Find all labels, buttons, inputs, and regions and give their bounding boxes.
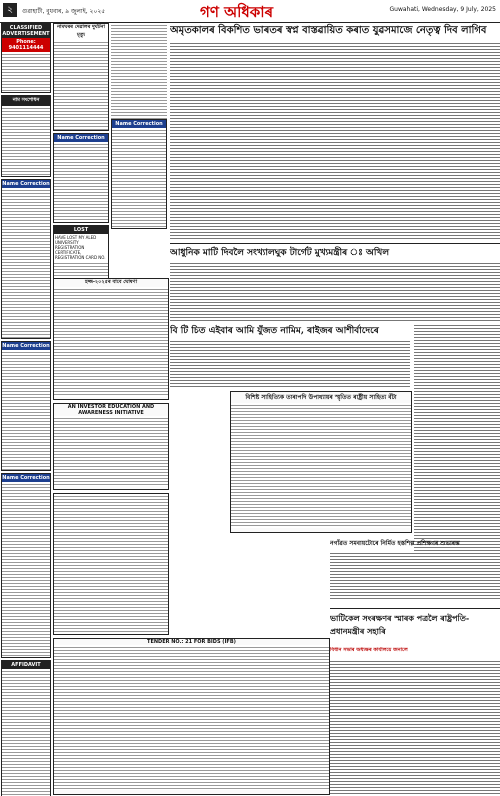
name-change-title: Name Correction [2, 475, 50, 481]
name-change-title: Name Correction [2, 343, 50, 349]
name-change-title: নাম সংশোধন [2, 96, 50, 106]
notice-box [53, 23, 109, 131]
second-body [170, 261, 500, 321]
right-body [414, 323, 500, 573]
investor-notice [53, 403, 169, 490]
name-correction-title: Name Correction [54, 134, 108, 142]
name-change-box-2 [1, 179, 51, 339]
classified-phone: Phone: 9401114444 [2, 38, 50, 52]
hajj-heading: হজ্জ-২০২৫ৰ বাবে ঘোষণা [84, 279, 138, 285]
bottom-subhead: বিধান সভাৰ অধ্যক্ষৰ কাৰ্যালয়ে জনালে [330, 647, 408, 653]
name-change-box-4 [1, 473, 51, 658]
lead-headline: অমৃতকালৰ বিকশিত ভাৰতৰ স্বপ্ন বাস্তৱায়িত কৰাত যুৱসমাজে নেতৃত্ব দিব লাগিব [170, 25, 487, 36]
tender-heading: TENDER NO.: 21 FOR BIDS (IFB) [147, 639, 236, 645]
third-body [170, 339, 410, 389]
date-left: গুৱাহাটী, বুধবাৰ, ৯ জুলাই, ২০২৫ [22, 8, 106, 15]
hajj-notice [53, 278, 169, 400]
date-right: Guwahati, Wednesday, 9 July, 2025 [389, 6, 496, 13]
classified-title: CLASSIFIED ADVERTISEMENT [2, 25, 50, 37]
masthead: গণ অধিকাৰ [200, 3, 274, 21]
second-headline: আধুনিক মাটি দিবলৈ সংখ্যালঘুক টাৰ্গেট মুখ্যমন্ত্ৰীৰ ঃ অখিল [170, 248, 390, 258]
classified-box [1, 23, 51, 93]
main-news-area [170, 23, 500, 796]
affidavit-box [1, 660, 51, 796]
name-change-title: Name Correction [2, 181, 50, 187]
page-number: ২ [3, 3, 17, 17]
third-headline: বি টি চিত এইবাৰ আমি যুঁজত নামিম, ৰাইজৰ আশীৰ্বাদেৰে [170, 326, 379, 336]
bottom-body [330, 659, 500, 794]
name-correction-box-2 [111, 119, 167, 229]
lead-body [170, 41, 500, 241]
page-header [0, 0, 500, 23]
name-correction-box [53, 133, 109, 223]
classified-column [1, 23, 51, 796]
lost-title: LOST [54, 226, 108, 234]
lost-text: HAVE LOST MY ALED UNIVERSITY REGISTRATION CERTIFICATE, REGISTRATION CARD NO. [55, 235, 106, 260]
notice-heading: নামঘৰৰ দেৱালৰ দুৰ্ঘটনা মৃত্যু [57, 24, 105, 38]
right-body-2 [330, 551, 500, 601]
right-headline: নগাঁৱত সমবায়টোৰে নির্মিত হস্তশিল্প প্ৰশিক্ষণৰ শুভাৰম্ভ [330, 540, 460, 547]
feature-headline: বিশিষ্ট সাহিত্যিক তাৰাপদি উপাধ্যায়ৰ স্মৃতিত ৰাষ্ট্ৰীয় সাহিত্য বঁটা [245, 394, 397, 401]
name-change-box-1 [1, 95, 51, 177]
ad-image-box [53, 493, 169, 635]
affidavit-title: AFFIDAVIT [2, 661, 50, 669]
bottom-headline: ভাটিকেল সংৰক্ষণৰ স্মাৰক পত্ৰলৈ ৰাষ্ট্ৰপতি-প্ৰধানমন্ত্ৰীৰ সহাৰি [330, 613, 470, 636]
feature-box [230, 391, 412, 533]
investor-heading: AN INVESTOR EDUCATION AND AWARENESS INITIATIVE [67, 404, 155, 416]
name-change-box-3 [1, 341, 51, 471]
name-correction-title: Name Correction [112, 120, 166, 128]
